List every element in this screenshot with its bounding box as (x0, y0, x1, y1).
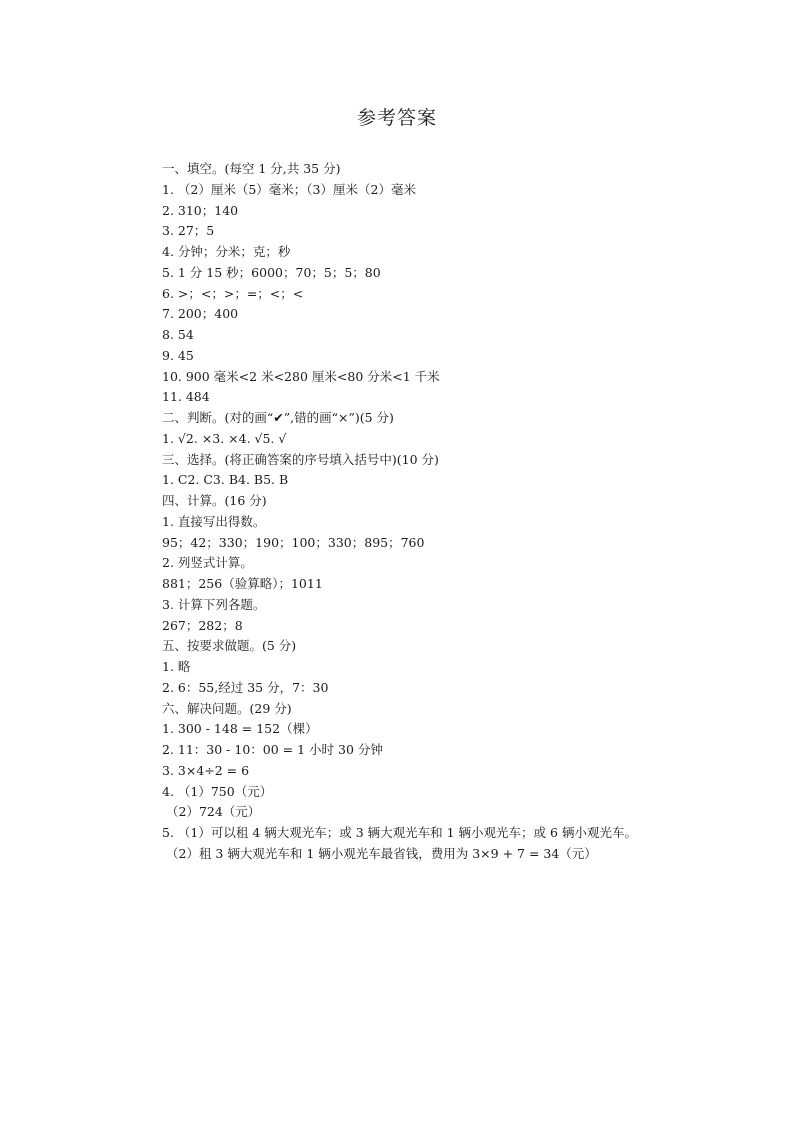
answer-list (162, 159, 762, 865)
answer-line: （2）租 3 辆大观光车和 1 辆小观光车最省钱，费用为 3×9 + 7 = 34（元） (166, 845, 597, 861)
answer-line: 7. 200；400 (162, 306, 239, 322)
answer-line: 8. 54 (162, 327, 194, 342)
answer-line: 4. （1）750（元） (162, 783, 273, 799)
answer-line: 10. 900 毫米<2 米<280 厘米<80 分米<1 千米 (162, 368, 440, 384)
page-title: 参考答案 (356, 107, 437, 129)
answer-line: 1. C2. C3. B4. B5. B (162, 472, 289, 488)
answer-line: 6. >；<；>；=；<；< (162, 285, 304, 301)
answer-line: 2. 11：30 - 10：00 = 1 小时 30 分钟 (162, 742, 383, 757)
answer-line: 5. 1 分 15 秒；6000；70；5；5；80 (162, 264, 381, 280)
answer-line: 2. 6：55,经过 35 分，7：30 (162, 679, 329, 695)
answer-line: 2. 310；140 (162, 202, 239, 218)
answer-line: 5. （1）可以租 4 辆大观光车；或 3 辆大观光车和 1 辆小观光车；或 6 辆小观光车。 (162, 825, 637, 840)
answer-line: 3. 3×4÷2 = 6 (162, 762, 250, 778)
sub-heading: 2. 列竖式计算。 (162, 555, 253, 571)
answer-line: 267；282；8 (162, 617, 243, 633)
answer-line: （2）724（元） (166, 804, 261, 820)
section-heading-choice: 三、选择。(将正确答案的序号填入括号中)(10 分) (162, 451, 439, 467)
answer-line: 1. √2. ×3. ×4. √5. √ (162, 430, 287, 446)
answer-line: 1. 300 - 148 = 152（棵） (162, 721, 318, 737)
section-heading-judge: 二、判断。(对的画“✔”,错的画“×”)(5 分) (162, 410, 394, 425)
answer-line: 9. 45 (162, 347, 194, 363)
answer-line: 11. 484 (162, 389, 210, 405)
answer-line: 1. 略 (162, 659, 191, 674)
answer-line: 881；256（验算略）；1011 (162, 576, 323, 591)
answer-line: 1. （2）厘米（5）毫米；（3）厘米（2）毫米 (162, 181, 416, 197)
section-heading-calculation: 四、计算。(16 分) (162, 493, 267, 508)
answer-line: 95；42；330；190；100；330；895；760 (162, 534, 425, 550)
answer-line: 4. 分钟；分米；克；秒 (162, 244, 291, 259)
sub-heading: 1. 直接写出得数。 (162, 513, 266, 529)
section-heading-problems: 六、解决问题。(29 分) (162, 700, 292, 716)
section-heading-fill-blank: 一、填空。(每空 1 分,共 35 分) (162, 161, 341, 176)
sub-heading: 3. 计算下列各题。 (162, 596, 266, 612)
answer-line: 3. 27；5 (162, 223, 215, 239)
section-heading-tasks: 五、按要求做题。(5 分) (162, 638, 297, 654)
